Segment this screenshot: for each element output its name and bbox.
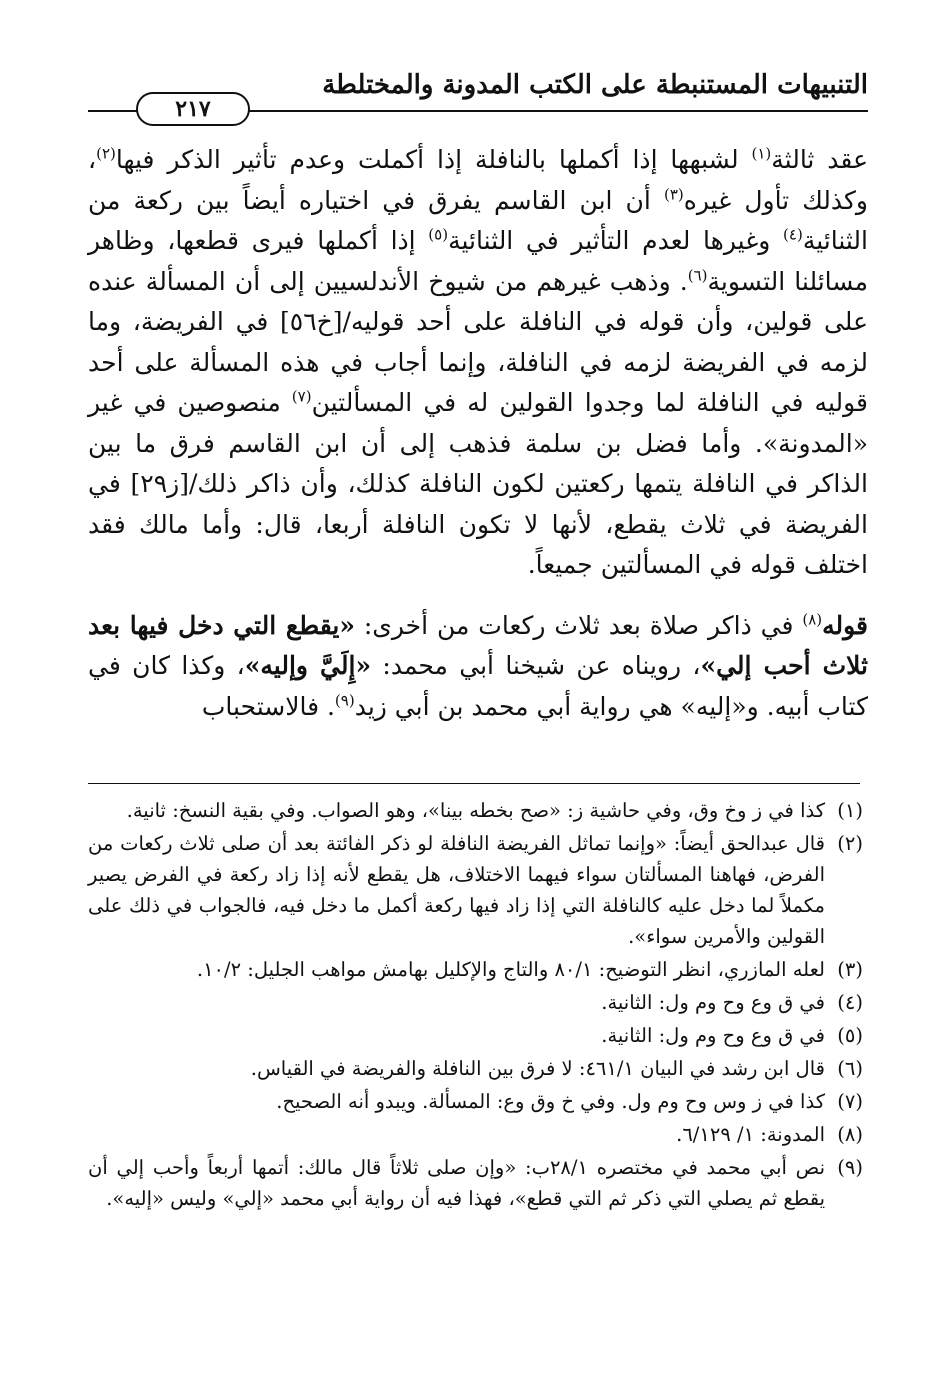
footnote — [88, 954, 863, 985]
text-run: في ذاكر صلاة بعد ثلاث ركعات من أخرى: — [354, 610, 803, 640]
footnote-text: كذا في ز وس وح وم ول. وفي خ وق وع: المسألة. ويبدو أنه الصحيح. — [276, 1090, 825, 1113]
footnote-number: (٢) — [837, 832, 863, 855]
footnote-text: قال ابن رشد في البيان ٤٦١/١: لا فرق بين النافلة والفريضة في القياس. — [250, 1057, 825, 1080]
footnote-text: في ق وع وح وم ول: الثانية. — [601, 991, 825, 1014]
footnote — [88, 1152, 863, 1214]
text-run: ، رويناه عن شيخنا أبي محمد: — [371, 651, 701, 680]
footnote-text: قال عبدالحق أيضاً: «وإنما تماثل الفريضة النافلة لو ذكر الفائتة بعد أن صلى ثلاث ركعات من الفرض، فهاهنا المسألتان سواء فيهما الاختلاف، هل يقطع لأنه إذا زاد ركعة في الفرض يصير مكملاً لما دخل عليه كالنافلة التي إذا زاد فيها ركعة أكمل ما دخل فيه، فالجواب في ذلك على القولين والأمرين سواء». — [88, 832, 825, 948]
footnote — [88, 1020, 863, 1051]
text-run: . فالاستحباب — [201, 691, 335, 721]
text-run: إذا أكملها فيرى قطعها، وظاهر مسائلنا التسوية — [88, 226, 868, 296]
footnote — [88, 1086, 863, 1117]
text-run: منصوصين في غير «المدونة». وأما فضل بن سلمة فذهب إلى أن ابن القاسم فرق ما بين الذاكر في النافلة يتمها ركعتين لكون النافلة كذلك، وأن ذاكر ذلك/[ز٢٩] في الفريضة في ثلاث يقطع، لأنها لا تكون النافلة أربعا، قال: وأما مالك فقد اختلف قوله في المسألتين جميعاً. — [88, 388, 868, 579]
page-number: ٢١٧ — [136, 92, 250, 126]
text-run: . وذهب غيرهم من شيوخ الأندلسيين إلى أن المسألة عنده على قولين، وأن قوله في النافلة على أحد قوليه/[خ٥٦] في الفريضة، وما لزمه في الفريضة لزمه في النافلة، وإنما أجاب في هذه المسألة على أحد قوليه في النافلة لما وجدوا القولين له في المسألتين — [88, 266, 869, 417]
text-run: ، وكذلك تأول غيره — [88, 145, 869, 215]
footnote-marker: (٨) — [802, 610, 823, 629]
footnote-marker: (٦) — [687, 266, 708, 285]
page-header — [88, 66, 868, 126]
footnote — [88, 987, 863, 1018]
footnote-separator — [88, 783, 860, 784]
text-run: عقد ثالثة — [771, 145, 868, 174]
footnote-marker: (٤) — [783, 225, 803, 244]
footnote-marker: (٣) — [663, 185, 684, 204]
footnote-number: (٥) — [837, 1024, 863, 1047]
footnote — [88, 828, 863, 952]
footnote — [88, 795, 863, 826]
paragraph-1 — [88, 140, 868, 586]
footnote-number: (٤) — [837, 991, 863, 1014]
footnote-text: في ق وع وح وم ول: الثانية. — [601, 1024, 825, 1047]
text-run: وغيرها لعدم التأثير في الثنائية — [448, 226, 784, 255]
bold-text: «يقطع التي دخل فيها بعد ثلاث أحب إلي» — [88, 610, 869, 680]
footnote-number: (٦) — [837, 1057, 863, 1080]
footnote-text: لعله المازري، انظر التوضيح: ٨٠/١ والتاج والإكليل بهامش مواهب الجليل: ١٠/٢. — [196, 958, 825, 981]
footnote — [88, 1119, 863, 1150]
footnote-marker: (١) — [751, 144, 772, 163]
footnotes — [88, 795, 863, 1216]
text-run: أن ابن القاسم يفرق في اختياره أيضاً بين ركعة من الثنائية — [88, 185, 868, 255]
footnote-number: (٩) — [837, 1156, 863, 1179]
running-title: التنبيهات المستنبطة على الكتب المدونة والمختلطة — [322, 70, 868, 100]
bold-text: قوله — [822, 610, 868, 640]
text-run: لشبهها إذا أكملها بالنافلة إذا أكملت وعدم تأثير الذكر فيها — [115, 145, 752, 174]
footnote-marker: (٥) — [428, 225, 449, 244]
text-run: ، وكذا كان في كتاب أبيه. و«إليه» هي رواية أبي محمد بن أبي زيد — [88, 651, 868, 721]
footnote — [88, 1053, 863, 1084]
footnote-text: كذا في ز وخ وق، وفي حاشية ز: «صح بخطه بينا»، وهو الصواب. وفي بقية النسخ: ثانية. — [126, 799, 825, 822]
footnote-marker: (٢) — [96, 144, 116, 163]
footnote-marker: (٩) — [334, 691, 355, 710]
main-text — [88, 140, 868, 727]
footnote-number: (٨) — [837, 1123, 863, 1146]
footnote-marker: (٧) — [291, 387, 312, 406]
footnote-text: نص أبي محمد في مختصره ٢٨/١ب: «وإن صلى ثلاثاً قال مالك: أتمها أربعاً وأحب إلي أن يقطع ثم يصلي التي ذكر ثم التي قطع»، فهذا فيه أن رواية أبي محمد «إلي» وليس «إليه». — [88, 1156, 825, 1210]
bold-text: «إِلَيَّ وإليه» — [244, 651, 372, 680]
footnote-number: (٣) — [837, 958, 863, 981]
footnote-text: المدونة: ١/ ٦/١٢٩. — [676, 1123, 825, 1146]
footnote-number: (١) — [837, 799, 863, 822]
footnote-number: (٧) — [837, 1090, 863, 1113]
paragraph-2 — [88, 606, 868, 728]
